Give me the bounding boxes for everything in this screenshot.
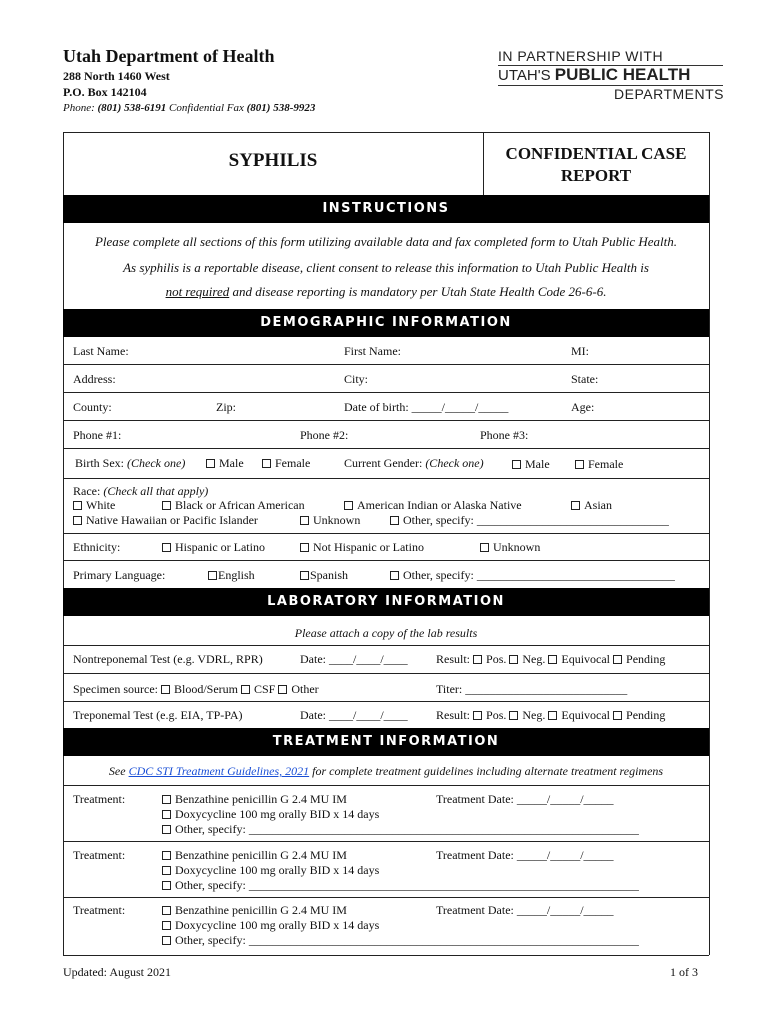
hispanic-label: Hispanic or Latino — [175, 540, 265, 554]
penicillin-label: Benzathine penicillin G 2.4 MU IM — [175, 792, 347, 806]
result-pos-checkbox[interactable] — [473, 652, 506, 666]
language-other-checkbox[interactable] — [390, 568, 675, 583]
race-unknown-checkbox[interactable] — [300, 513, 360, 528]
gender-male-checkbox[interactable] — [512, 457, 550, 472]
neg-label: Neg. — [522, 652, 546, 666]
current-gender-row — [344, 456, 484, 471]
unknown-label: Unknown — [493, 540, 541, 554]
other-label: Other — [291, 682, 319, 696]
form-title: SYPHILIS — [228, 150, 318, 171]
race-asian-checkbox[interactable] — [571, 498, 612, 513]
specimen-other-checkbox[interactable] — [278, 682, 318, 696]
instructions-line-2: As syphilis is a reportable disease, client consent to release this information to Utah Public Health is — [123, 260, 649, 275]
current-gender-label: Current Gender: — [344, 456, 423, 470]
phone-label: Phone: — [63, 102, 95, 114]
ethnicity-not-hispanic-checkbox[interactable] — [300, 540, 424, 555]
page-number: 1 of 3 — [670, 965, 698, 979]
updated-date: Updated: August 2021 — [63, 965, 171, 979]
nontreponemal-label: Nontreponemal Test (e.g. VDRL, RPR) — [73, 652, 263, 666]
instructions-line-1: Please complete all sections of this form utilizing available data and fax completed form to Utah Public Health. — [94, 234, 678, 249]
see-rest-text: for complete treatment guidelines including alternate treatment regimens — [309, 764, 664, 778]
result-equivocal-checkbox[interactable] — [548, 652, 610, 666]
black-label: Black or African American — [175, 498, 305, 512]
language-spanish-checkbox[interactable] — [300, 568, 348, 583]
cdc-guidelines-link[interactable]: CDC STI Treatment Guidelines, 2021 — [128, 764, 310, 778]
current-gender-note: (Check one) — [425, 456, 484, 470]
dob-field[interactable]: Date of birth: _____/_____/_____ — [344, 400, 509, 414]
result-equivocal-checkbox[interactable] — [548, 708, 610, 722]
treatment-heading: TREATMENT INFORMATION — [63, 728, 709, 756]
specimen-csf-checkbox[interactable] — [241, 682, 275, 696]
birth-sex-note: (Check one) — [127, 456, 186, 470]
language-other-label: Other, specify: _________________________________ — [403, 568, 675, 582]
other-specify-label: Other, specify: _________________________________________________________________ — [175, 933, 639, 947]
report-title: CONFIDENTIAL CASE REPORT — [505, 144, 687, 185]
ethnicity-unknown-checkbox[interactable] — [480, 540, 540, 555]
treatment-2-doxycycline-checkbox[interactable] — [162, 863, 379, 878]
gender-female-checkbox[interactable] — [575, 457, 623, 472]
address-label[interactable]: Address: — [73, 372, 116, 386]
result-pending-checkbox[interactable] — [613, 708, 665, 722]
last-name-label[interactable]: Last Name: — [73, 344, 129, 358]
treatment-1-penicillin-checkbox[interactable] — [162, 792, 347, 807]
spanish-label: Spanish — [310, 568, 349, 582]
treatment-3-other-checkbox[interactable] — [162, 933, 639, 948]
treponemal-label: Treponemal Test (e.g. EIA, TP-PA) — [73, 708, 243, 722]
pos-label: Pos. — [486, 652, 507, 666]
doxycycline-label: Doxycycline 100 mg orally BID x 14 days — [175, 863, 380, 877]
phone-number: (801) 538-6191 — [97, 102, 167, 114]
other-specify-label: Other, specify: _________________________________________________________________ — [175, 878, 639, 892]
equivocal-label: Equivocal — [561, 652, 611, 666]
state-label[interactable]: State: — [571, 372, 599, 386]
white-label: White — [86, 498, 116, 512]
specimen-label: Specimen source: — [73, 682, 158, 696]
treatment-guidelines-note — [63, 764, 709, 779]
result-pos-checkbox[interactable] — [473, 708, 506, 722]
not-hispanic-label: Not Hispanic or Latino — [313, 540, 424, 554]
asian-label: Asian — [584, 498, 612, 512]
pos-label: Pos. — [486, 708, 507, 722]
nontreponemal-date[interactable]: Date: ____/____/____ — [300, 652, 408, 666]
treatment-3-penicillin-checkbox[interactable] — [162, 903, 347, 918]
race-note: (Check all that apply) — [103, 484, 209, 498]
race-other-checkbox[interactable] — [390, 513, 669, 528]
instructions-line-3 — [63, 284, 709, 300]
result-label: Result: — [436, 708, 471, 722]
female-label: Female — [588, 457, 624, 471]
nontreponemal-result-row — [436, 652, 665, 667]
nhpi-label: Native Hawaiian or Pacific Islander — [86, 513, 258, 527]
treatment-3-label: Treatment: — [73, 903, 126, 917]
birth-sex-label: Birth Sex: — [75, 456, 125, 470]
ethnicity-label: Ethnicity: — [73, 540, 121, 554]
birth-sex-row — [75, 456, 185, 471]
aian-label: American Indian or Alaska Native — [357, 498, 522, 512]
contact-line — [63, 102, 315, 114]
other-specify-label: Other, specify: _________________________________________________________________ — [175, 822, 639, 836]
treatment-2-penicillin-checkbox[interactable] — [162, 848, 347, 863]
address-line-2: P.O. Box 142104 — [63, 85, 147, 99]
male-label: Male — [525, 457, 550, 471]
titer-field[interactable]: Titer: ___________________________ — [436, 682, 628, 696]
race-label: Race: — [73, 484, 101, 498]
treponemal-result-row — [436, 708, 665, 723]
race-black-checkbox[interactable] — [162, 498, 305, 513]
treatment-3-date[interactable]: Treatment Date: _____/_____/_____ — [436, 903, 614, 917]
language-english-checkbox[interactable] — [208, 568, 255, 583]
instructions-heading: INSTRUCTIONS — [63, 195, 709, 223]
zip-label[interactable]: Zip: — [216, 400, 236, 414]
unknown-label: Unknown — [313, 513, 361, 527]
treatment-1-label: Treatment: — [73, 792, 126, 806]
treatment-2-other-checkbox[interactable] — [162, 878, 639, 893]
english-label: English — [218, 568, 255, 582]
see-text: See — [108, 764, 126, 778]
doxycycline-label: Doxycycline 100 mg orally BID x 14 days — [175, 918, 380, 932]
logo-line-1: IN PARTNERSHIP WITH — [498, 48, 664, 64]
female-label: Female — [275, 456, 311, 470]
race-row — [73, 484, 208, 499]
equivocal-label: Equivocal — [561, 708, 611, 722]
lab-note: Please attach a copy of the lab results — [294, 626, 478, 640]
race-white-checkbox[interactable] — [73, 498, 115, 513]
address-line-1: 288 North 1460 West — [63, 69, 170, 83]
phone1-label[interactable]: Phone #1: — [73, 428, 122, 442]
pending-label: Pending — [626, 708, 666, 722]
treatment-1-date[interactable]: Treatment Date: _____/_____/_____ — [436, 792, 614, 806]
penicillin-label: Benzathine penicillin G 2.4 MU IM — [175, 903, 347, 917]
treponemal-date[interactable]: Date: ____/____/____ — [300, 708, 408, 722]
org-name: Utah Department of Health — [63, 46, 275, 66]
treatment-3-doxycycline-checkbox[interactable] — [162, 918, 379, 933]
city-label[interactable]: City: — [344, 372, 369, 386]
other-specify-label: Other, specify: ________________________________ — [403, 513, 669, 527]
birth-sex-male-checkbox[interactable] — [206, 456, 244, 471]
not-required-text: not required — [165, 284, 230, 299]
result-label: Result: — [436, 652, 471, 666]
treatment-1-other-checkbox[interactable] — [162, 822, 639, 837]
fax-label: Confidential Fax — [169, 102, 244, 114]
treatment-1-doxycycline-checkbox[interactable] — [162, 807, 379, 822]
result-neg-checkbox[interactable] — [509, 708, 545, 722]
phone2-label[interactable]: Phone #2: — [300, 428, 349, 442]
instructions-line-3-rest: and disease reporting is mandatory per Utah State Health Code 26-6-6. — [229, 284, 607, 299]
birth-sex-female-checkbox[interactable] — [262, 456, 310, 471]
specimen-row — [73, 682, 319, 697]
laboratory-heading: LABORATORY INFORMATION — [63, 588, 709, 616]
fax-number: (801) 538-9923 — [246, 102, 316, 114]
logo-line-3: DEPARTMENTS — [614, 86, 724, 102]
penicillin-label: Benzathine penicillin G 2.4 MU IM — [175, 848, 347, 862]
demographic-heading: DEMOGRAPHIC INFORMATION — [63, 309, 709, 337]
age-label[interactable]: Age: — [571, 400, 595, 414]
race-aian-checkbox[interactable] — [344, 498, 522, 513]
csf-label: CSF — [254, 682, 276, 696]
doxycycline-label: Doxycycline 100 mg orally BID x 14 days — [175, 807, 380, 821]
mi-label[interactable]: MI: — [571, 344, 589, 358]
male-label: Male — [219, 456, 244, 470]
partner-logo — [498, 48, 728, 102]
race-nhpi-checkbox[interactable] — [73, 513, 258, 528]
phone3-label[interactable]: Phone #3: — [480, 428, 529, 442]
treatment-2-date[interactable]: Treatment Date: _____/_____/_____ — [436, 848, 614, 862]
primary-language-label: Primary Language: — [73, 568, 166, 582]
pending-label: Pending — [626, 652, 666, 666]
neg-label: Neg. — [522, 708, 546, 722]
county-label[interactable]: County: — [73, 400, 112, 414]
blood-label: Blood/Serum — [173, 682, 238, 696]
result-neg-checkbox[interactable] — [509, 652, 545, 666]
result-pending-checkbox[interactable] — [613, 652, 665, 666]
first-name-label[interactable]: First Name: — [344, 344, 401, 358]
logo-line-2a: UTAH'S — [498, 67, 551, 84]
logo-line-2b: PUBLIC HEALTH — [554, 65, 691, 84]
ethnicity-hispanic-checkbox[interactable] — [162, 540, 265, 555]
treatment-2-label: Treatment: — [73, 848, 126, 862]
specimen-blood-checkbox[interactable] — [161, 682, 238, 696]
